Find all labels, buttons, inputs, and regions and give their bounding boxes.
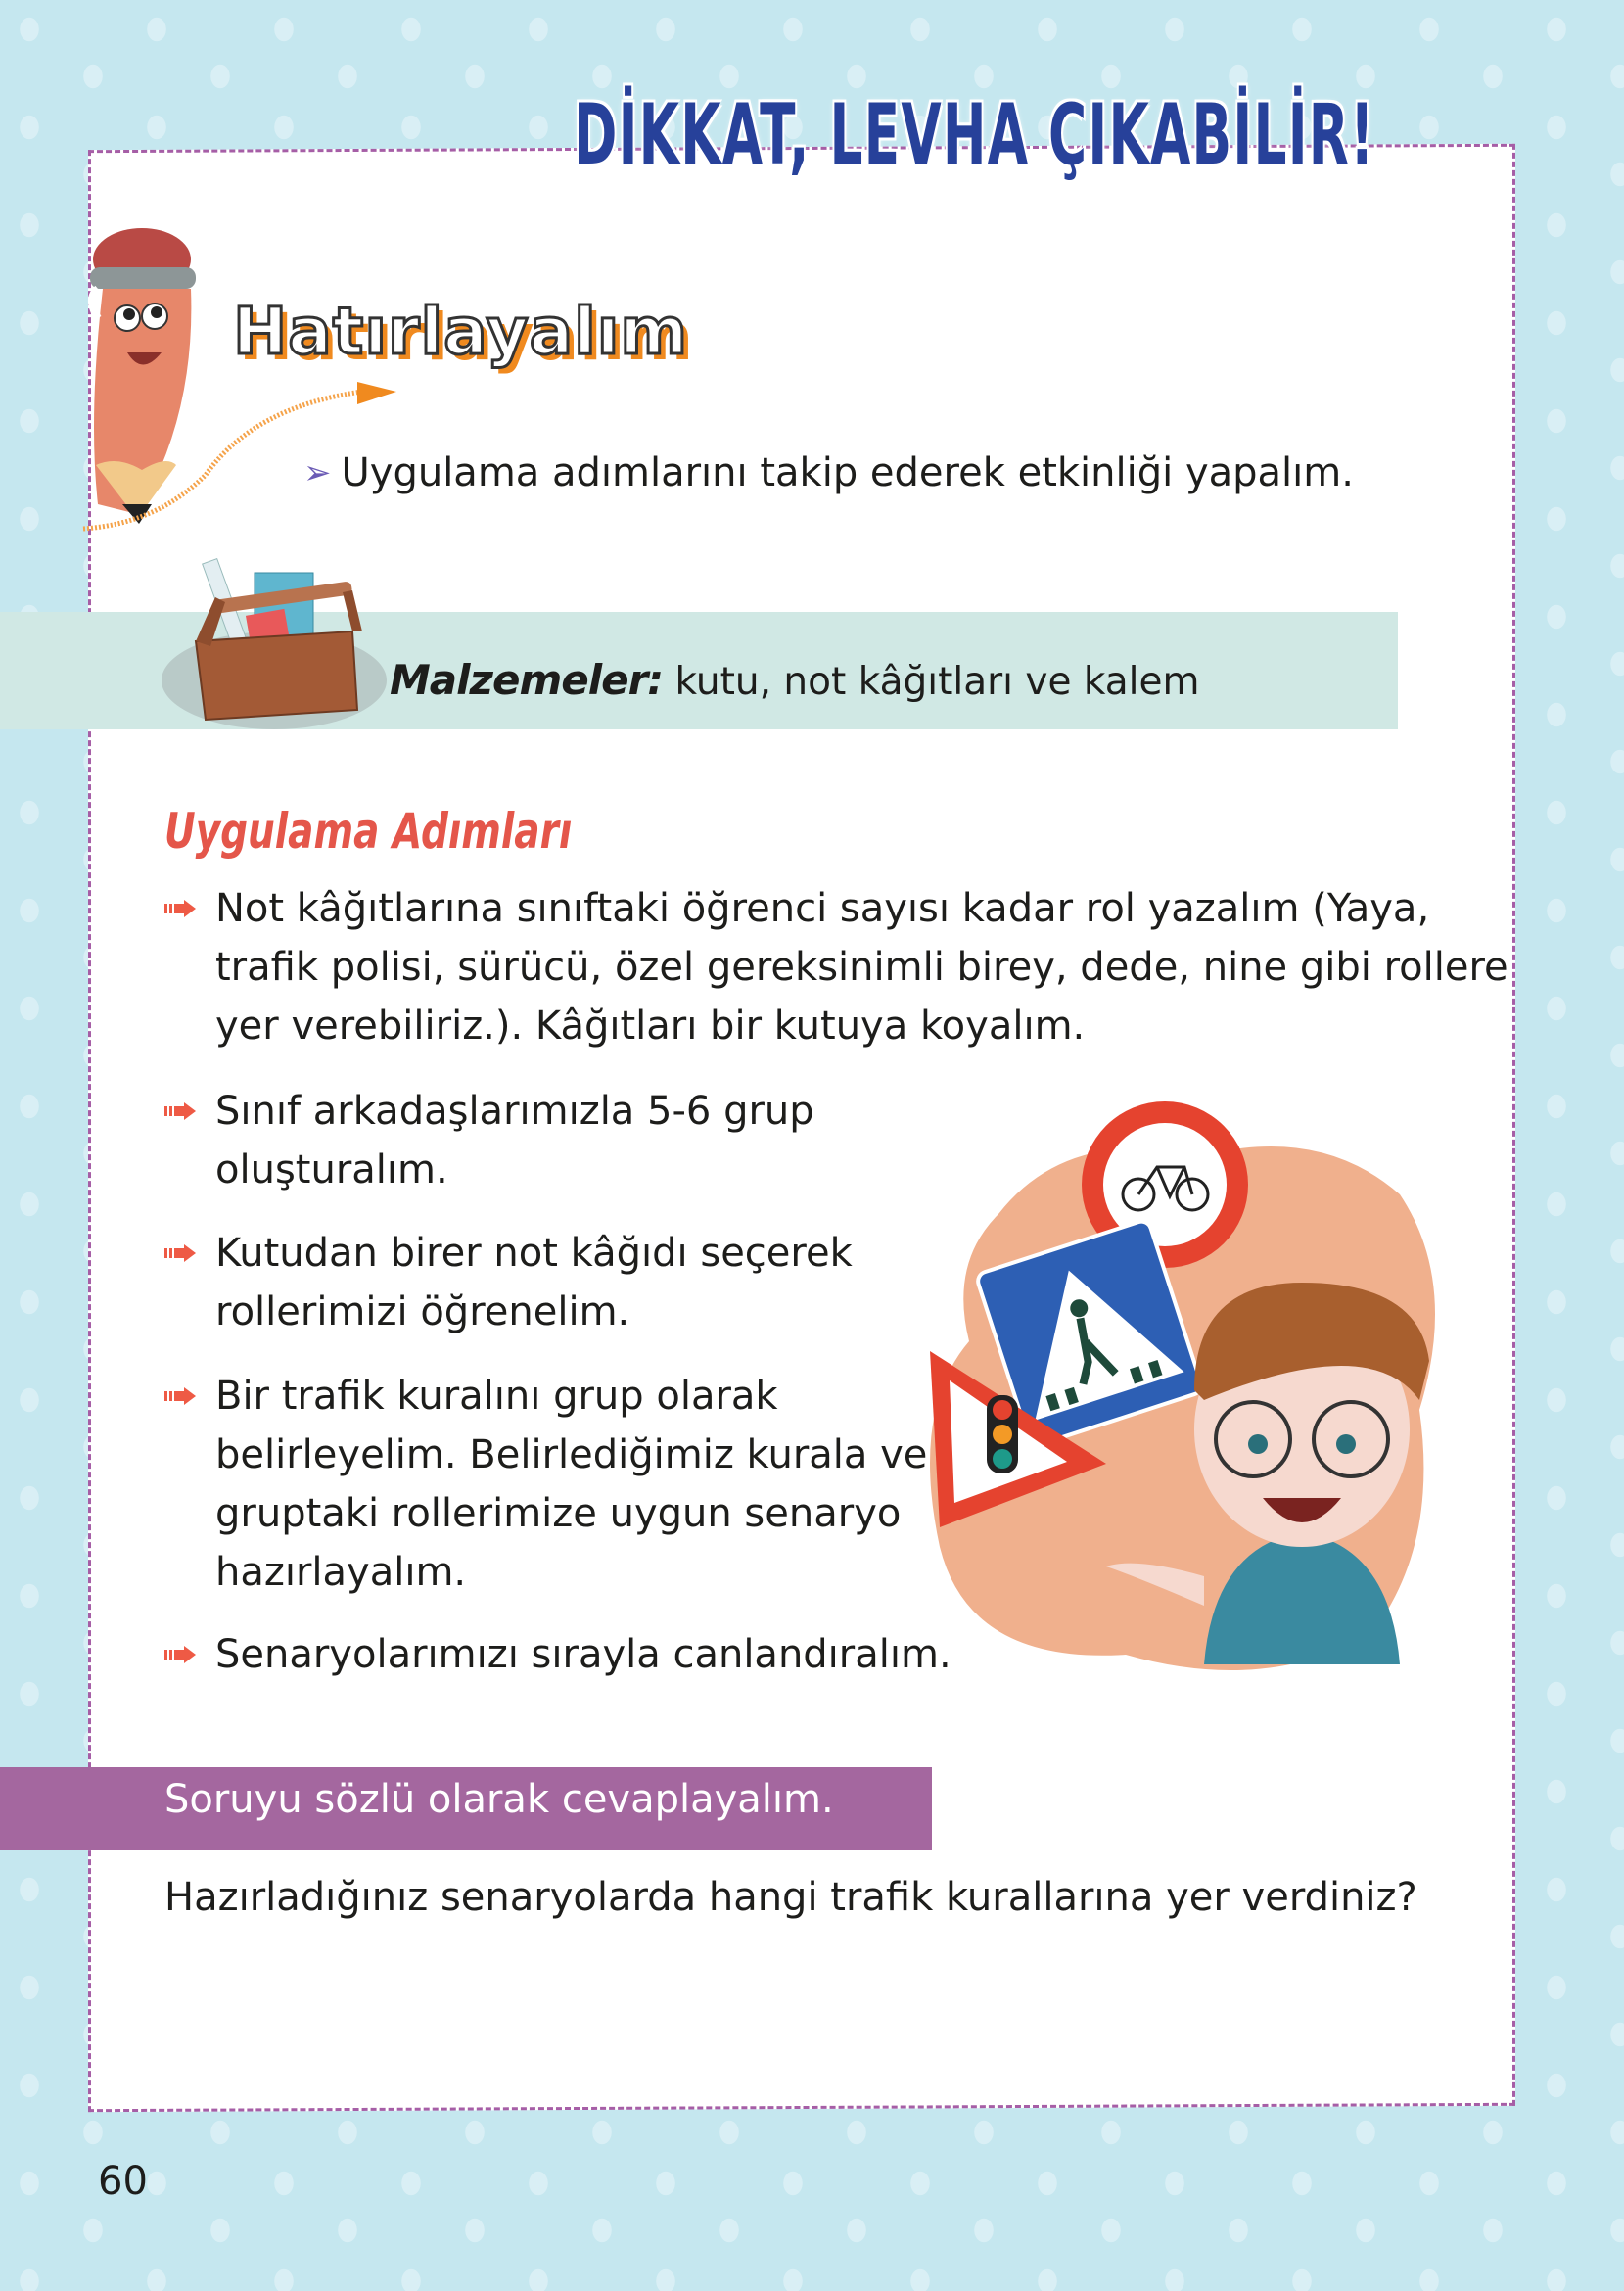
steps-title: Uygulama Adımları bbox=[164, 803, 573, 860]
materials-items: kutu, not kâğıtları ve kalem bbox=[674, 660, 1200, 704]
step-line: Bir trafik kuralını grup olarak bbox=[215, 1374, 778, 1419]
step-line: oluşturalım. bbox=[215, 1147, 448, 1192]
step-line: gruptaki rollerimize uygun senaryo bbox=[215, 1491, 902, 1536]
recall-heading: Hatırlayalım bbox=[233, 294, 689, 369]
question-text: Hazırladığınız senaryolarda hangi trafik kurallarına yer verdiniz? bbox=[164, 1875, 1417, 1920]
toolbox-icon bbox=[157, 553, 392, 729]
step-line: Kutudan birer not kâğıdı seçerek bbox=[215, 1231, 853, 1276]
step-line: yer verebiliriz.). Kâğıtları bir kutuya koyalım. bbox=[215, 1004, 1086, 1049]
materials-label: Malzemeler: bbox=[390, 656, 664, 704]
arrow-bullet-icon bbox=[164, 879, 215, 1055]
instruction-line bbox=[303, 450, 1354, 495]
step-line: trafik polisi, sürücü, özel gereksinimli birey, dede, nine gibi rollere bbox=[215, 945, 1508, 990]
step-line: Not kâğıtlarına sınıftaki öğrenci sayısı kadar rol yazalım (Yaya, bbox=[215, 886, 1430, 931]
arrow-bullet-icon bbox=[164, 1224, 215, 1341]
step-line: belirleyelim. Belirlediğimiz kurala ve bbox=[215, 1432, 928, 1477]
arrowhead-icon: ➢ bbox=[303, 453, 332, 492]
page-number: 60 bbox=[98, 2159, 148, 2204]
step-item bbox=[164, 1082, 814, 1199]
step-line: Sınıf arkadaşlarımızla 5-6 grup bbox=[215, 1089, 814, 1134]
step-item bbox=[164, 1367, 927, 1602]
instruction-text: Uygulama adımlarını takip ederek etkinliği yapalım. bbox=[341, 450, 1354, 495]
step-item bbox=[164, 1625, 951, 1684]
step-item bbox=[164, 1224, 853, 1341]
materials-line bbox=[390, 656, 1199, 704]
step-item bbox=[164, 879, 1508, 1055]
step-line: Senaryolarımızı sırayla canlandıralım. bbox=[215, 1632, 951, 1677]
page-title: DİKKAT, LEVHA ÇIKABİLİR! bbox=[574, 86, 1375, 184]
question-section-label: Soruyu sözlü olarak cevaplayalım. bbox=[164, 1777, 834, 1822]
step-line: hazırlayalım. bbox=[215, 1550, 467, 1595]
arrow-bullet-icon bbox=[164, 1082, 215, 1199]
step-line: rollerimizi öğrenelim. bbox=[215, 1289, 630, 1334]
traffic-signs-illustration bbox=[910, 1087, 1459, 1674]
arrow-bullet-icon bbox=[164, 1367, 215, 1602]
arrow-bullet-icon bbox=[164, 1625, 215, 1684]
